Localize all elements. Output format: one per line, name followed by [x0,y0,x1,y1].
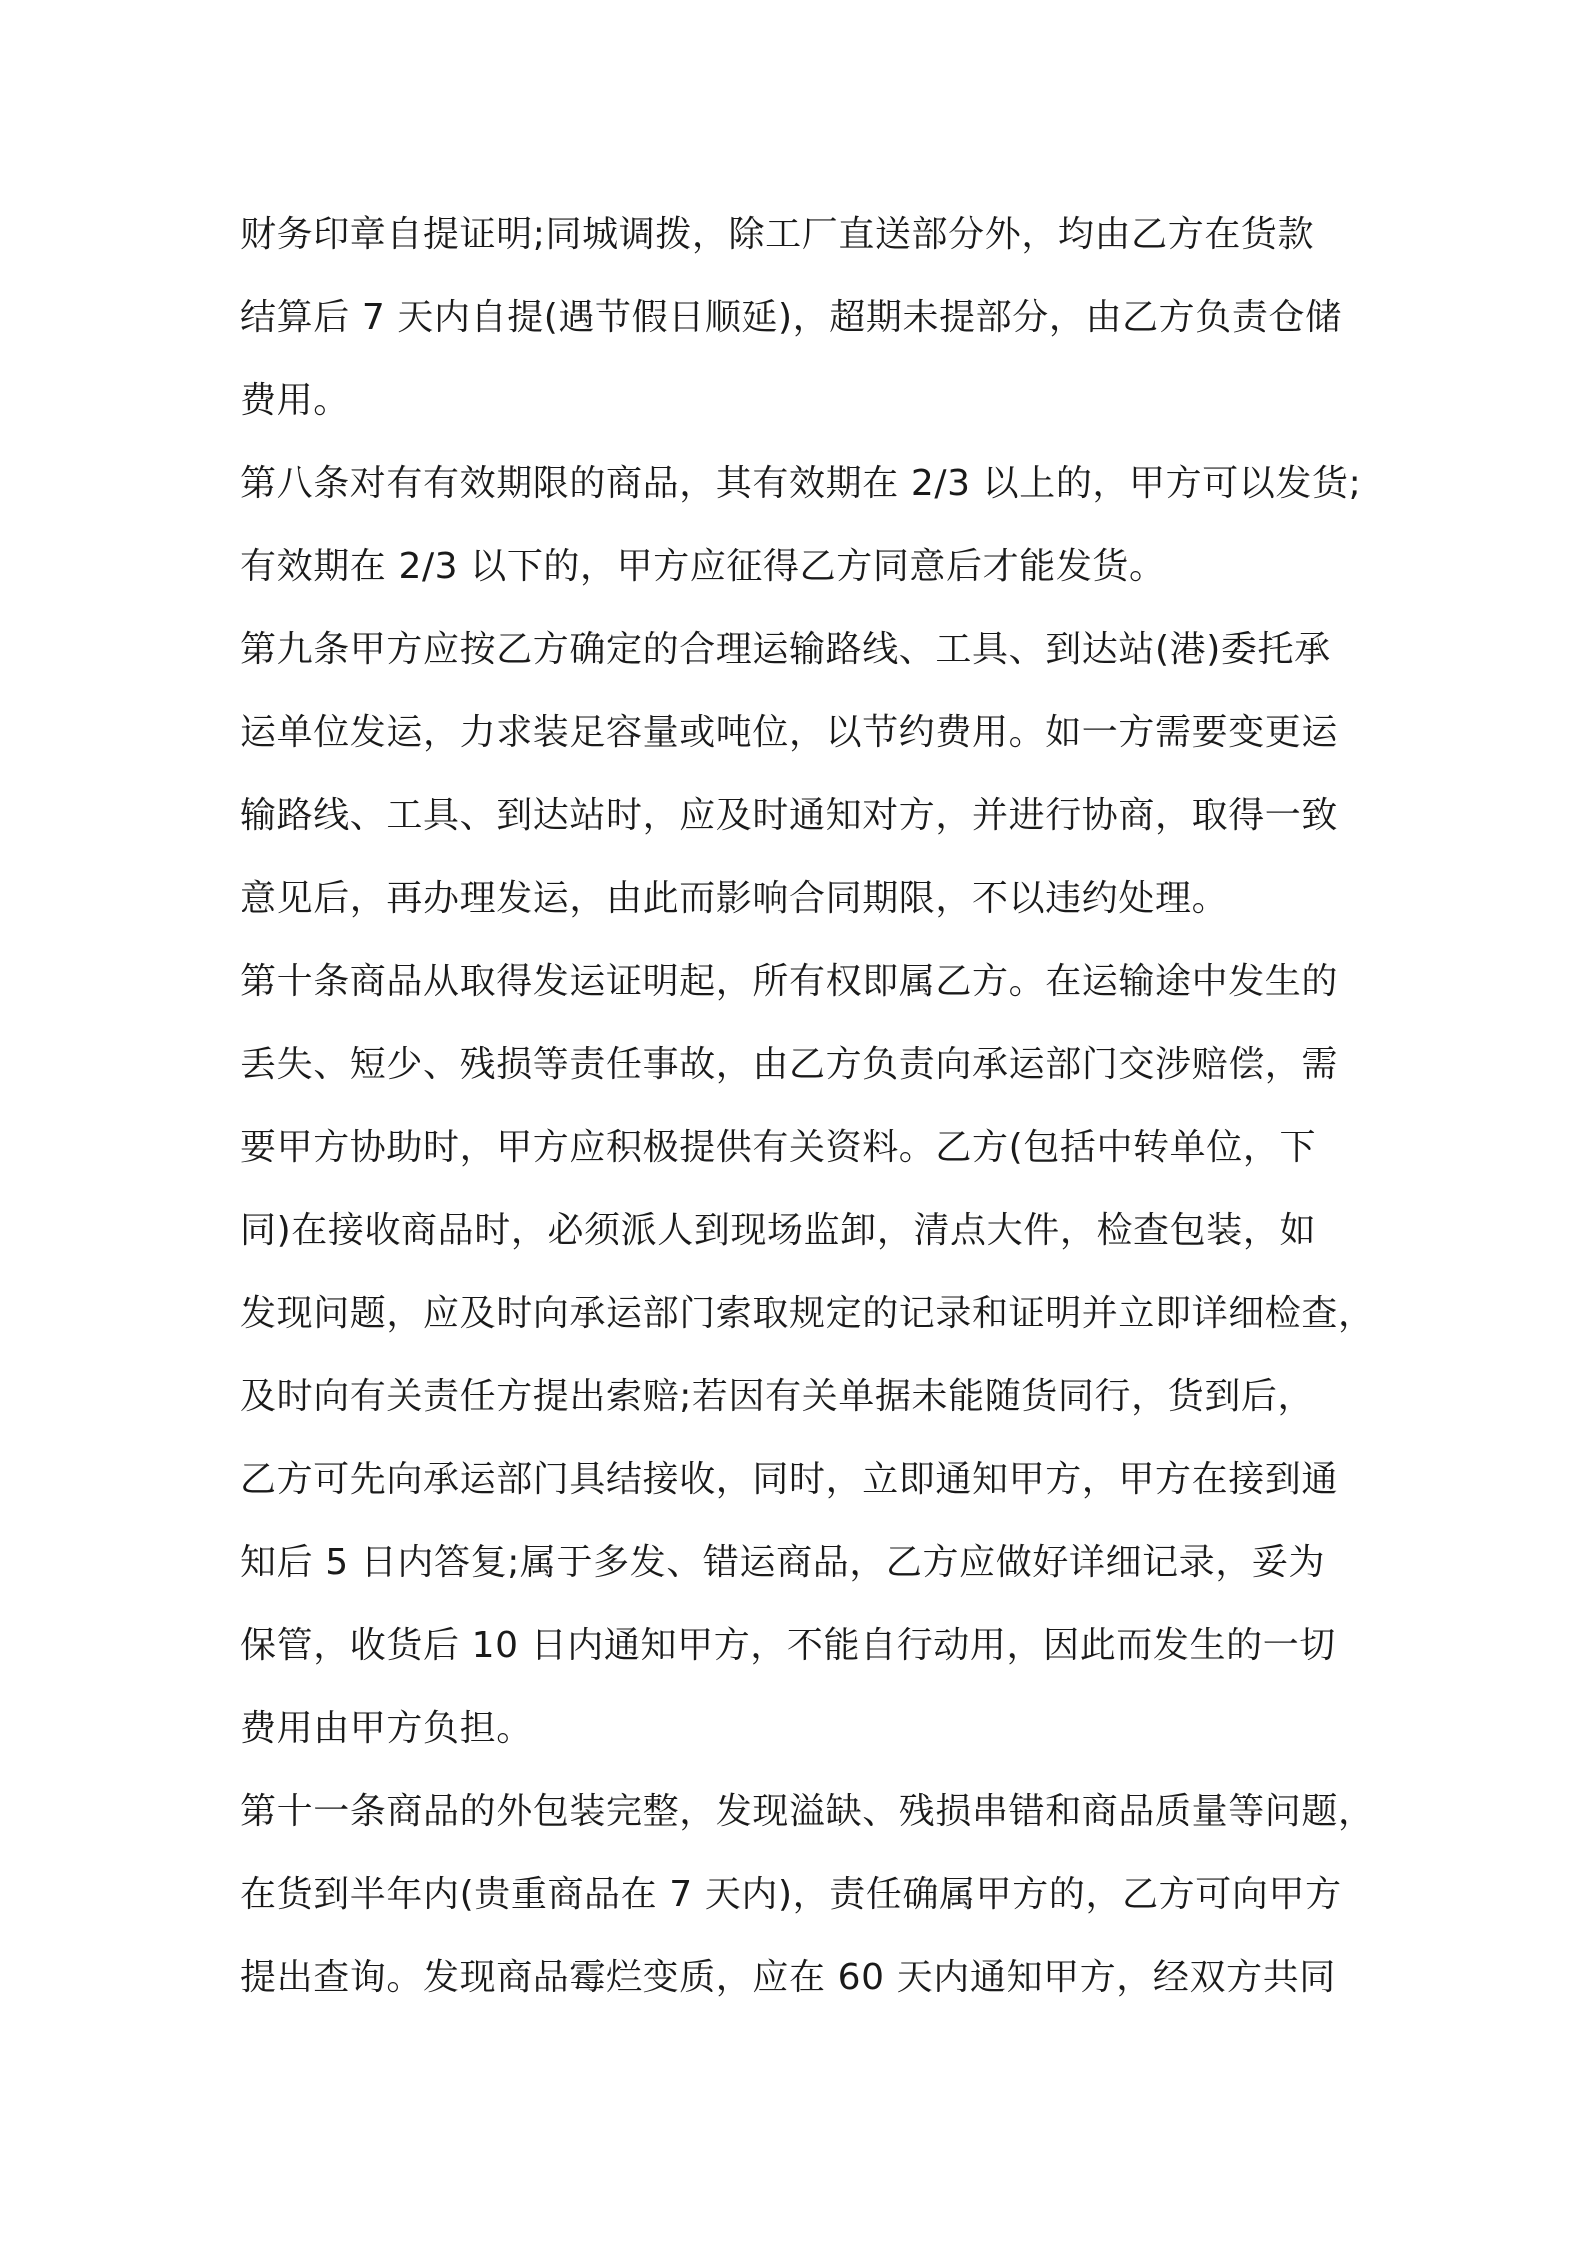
text-line: 在货到半年内(贵重商品在 7 天内)，责任确属甲方的，乙方可向甲方 [240,1874,1342,1915]
text-line: 乙方可先向承运部门具结接收，同时，立即通知甲方，甲方在接到通 [240,1459,1339,1500]
text-line: 知后 5 日内答复;属于多发、错运商品，乙方应做好详细记录，妥为 [240,1542,1326,1583]
text-line: 费用。 [240,380,350,421]
text-line: 有效期在 2/3 以下的，甲方应征得乙方同意后才能发货。 [240,546,1166,587]
text-line: 同)在接收商品时，必须派人到现场监卸，清点大件，检查包装，如 [240,1210,1317,1251]
text-line: 意见后，再办理发运，由此而影响合同期限，不以违约处理。 [240,878,1229,919]
text-line: 要甲方协助时，甲方应积极提供有关资料。乙方(包括中转单位，下 [240,1127,1317,1168]
text-line: 发现问题，应及时向承运部门索取规定的记录和证明并立即详细检查， [240,1293,1375,1334]
contract-text-body [240,193,1375,2019]
text-line: 丢失、短少、残损等责任事故，由乙方负责向承运部门交涉赔偿，需 [240,1044,1339,1085]
text-line: 财务印章自提证明;同城调拨，除工厂直送部分外，均由乙方在货款 [240,214,1315,255]
article-11-line: 第十一条商品的外包装完整，发现溢缺、残损串错和商品质量等问题， [240,1791,1375,1832]
text-line: 输路线、工具、到达站时，应及时通知对方，并进行协商，取得一致 [240,795,1339,836]
text-line: 提出查询。发现商品霉烂变质，应在 60 天内通知甲方，经双方共同 [240,1957,1336,1998]
article-8-line: 第八条对有有效期限的商品，其有效期在 2/3 以上的，甲方可以发货; [240,463,1362,504]
article-10-line: 第十条商品从取得发运证明起，所有权即属乙方。在运输途中发生的 [240,961,1339,1002]
text-line: 费用由甲方负担。 [240,1708,533,1749]
text-line: 运单位发运，力求装足容量或吨位，以节约费用。如一方需要变更运 [240,712,1339,753]
text-line: 及时向有关责任方提出索赔;若因有关单据未能随货同行，货到后， [240,1376,1315,1417]
article-9-line: 第九条甲方应按乙方确定的合理运输路线、工具、到达站(港)委托承 [240,629,1331,670]
text-line: 结算后 7 天内自提(遇节假日顺延)，超期未提部分，由乙方负责仓储 [240,297,1342,338]
text-line: 保管，收货后 10 日内通知甲方，不能自行动用，因此而发生的一切 [240,1625,1336,1666]
